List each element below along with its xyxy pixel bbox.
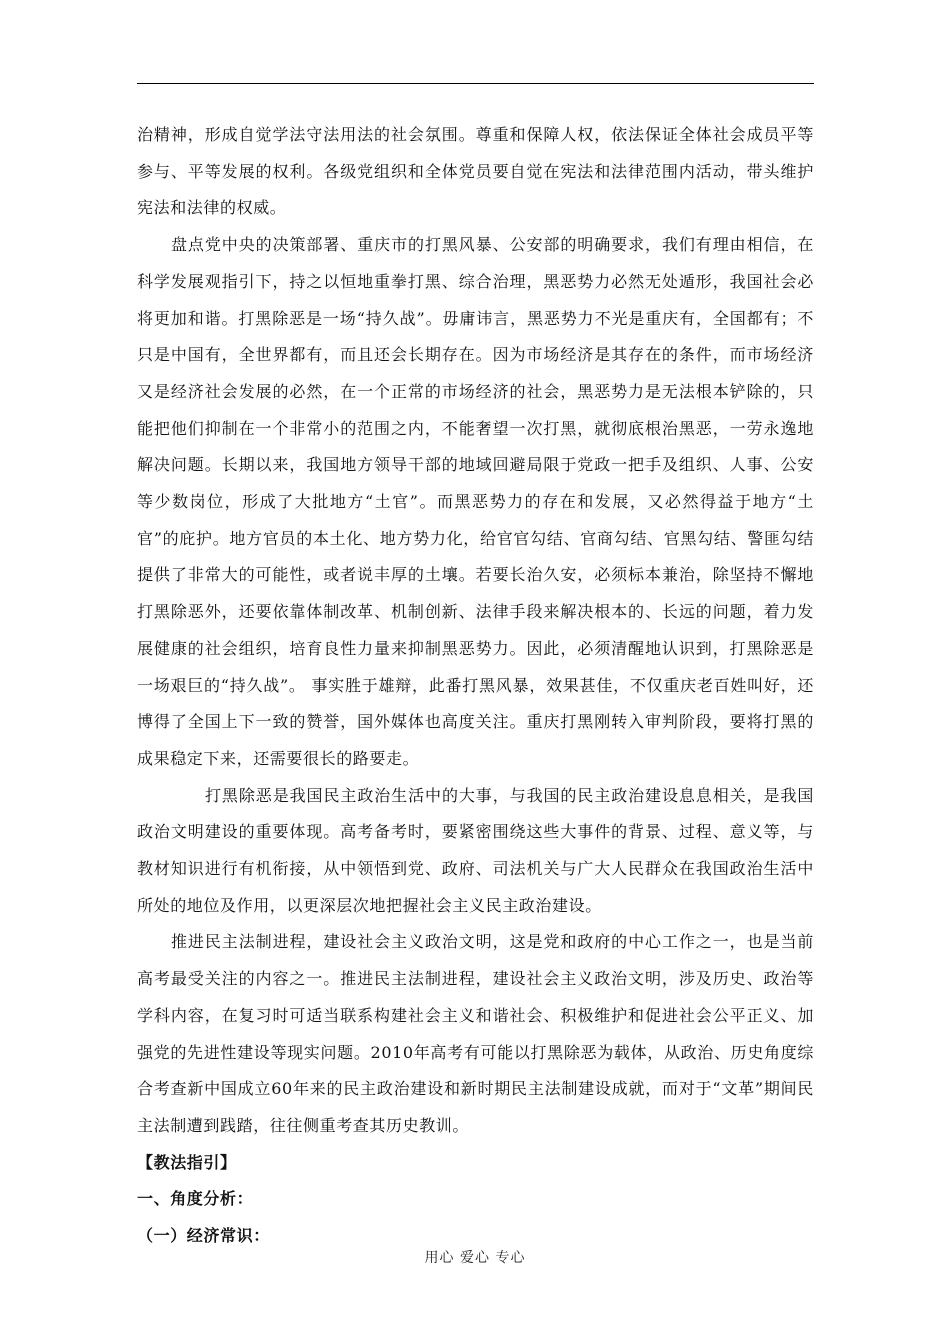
header-rule <box>137 83 814 84</box>
paragraph-4: 推进民主法制进程，建设社会主义政治文明，这是党和政府的中心工作之一，也是当前高考最受关注的内容之一。推进民主法制进程，建设社会主义政治文明，涉及历史、政治等学科内容，在复习时可适当联系构建社会主义和谐社会、积极维护和促进社会公平正义、加强党的先进性建设等现实问题。2010年高考有可能以打黑除恶为载体，从政治、历史角度综合考查新中国成立60年来的民主政治建设和新时期民主法制建设成就，而对于“文革”期间民主法制遭到践踏，往往侧重考查其历史教训。 <box>137 932 814 1135</box>
section-heading: 【教法指引】 <box>137 1152 237 1172</box>
paragraph-2: 盘点党中央的决策部署、重庆市的打黑风暴、公安部的明确要求，我们有理由相信，在科学发展观指引下，持之以恒地重拳打黑、综合治理，黑恶势力必然无处遁形，我国社会必将更加和谐。打黑除恶是一场“持久战”。毋庸讳言，黑恶势力不光是重庆有，全国都有；不只是中国有，全世界都有，而且还会长期存在。因为市场经济是其存在的条件，而市场经济又是经济社会发展的必然，在一个正常的市场经济的社会，黑恶势力是无法根本铲除的，只能把他们抑制在一个非常小的范围之内，不能奢望一次打黑，就彻底根治黑恶，一劳永逸地解决问题。长期以来，我国地方领导干部的地域回避局限于党政一把手及组织、人事、公安等少数岗位，形成了大批地方“土官”。而黑恶势力的存在和发展，又必然得益于地方“土官”的庇护。地方官员的本土化、地方势力化，给官官勾结、官商勾结、官黑勾结、警匪勾结提供了非常大的可能性，或者说丰厚的土壤。若要长治久安，必须标本兼治，除坚持不懈地打黑除恶外，还要依靠体制改革、机制创新、法律手段来解决根本的、长远的问题，着力发展健康的社会组织，培育良性力量来抑制黑恶势力。因此，必须清醒地认识到，打黑除恶是一场艰巨的“持久战”。 事实胜于雄辩，此番打黑风暴，效果甚佳，不仅重庆老百姓叫好，还博得了全国上下一致的赞誉，国外媒体也高度关注。重庆打黑刚转入审判阶段，要将打黑的成果稳定下来，还需要很长的路要走。 <box>137 235 814 768</box>
page-footer: 用心 爱心 专心 <box>424 1250 526 1266</box>
document-body <box>137 117 814 1255</box>
paragraph-3: 打黑除恶是我国民主政治生活中的大事，与我国的民主政治建设息息相关，是我国政治文明建设的重要体现。高考备考时，要紧密围绕这些大事件的背景、过程、意义等，与教材知识进行有机衔接，从中领悟到党、政府、司法机关与广大人民群众在我国政治生活中所处的地位及作用，以更深层次地把握社会主义民主政治建设。 <box>137 785 814 915</box>
part-heading: 一、角度分析： <box>137 1189 254 1209</box>
paragraph-1: 治精神，形成自觉学法守法用法的社会氛围。尊重和保障人权，依法保证全体社会成员平等参与、平等发展的权利。各级党组织和全体党员要自觉在宪法和法律范围内活动，带头维护宪法和法律的权威。 <box>137 125 814 218</box>
subsection-heading: （一）经济常识： <box>137 1226 270 1246</box>
